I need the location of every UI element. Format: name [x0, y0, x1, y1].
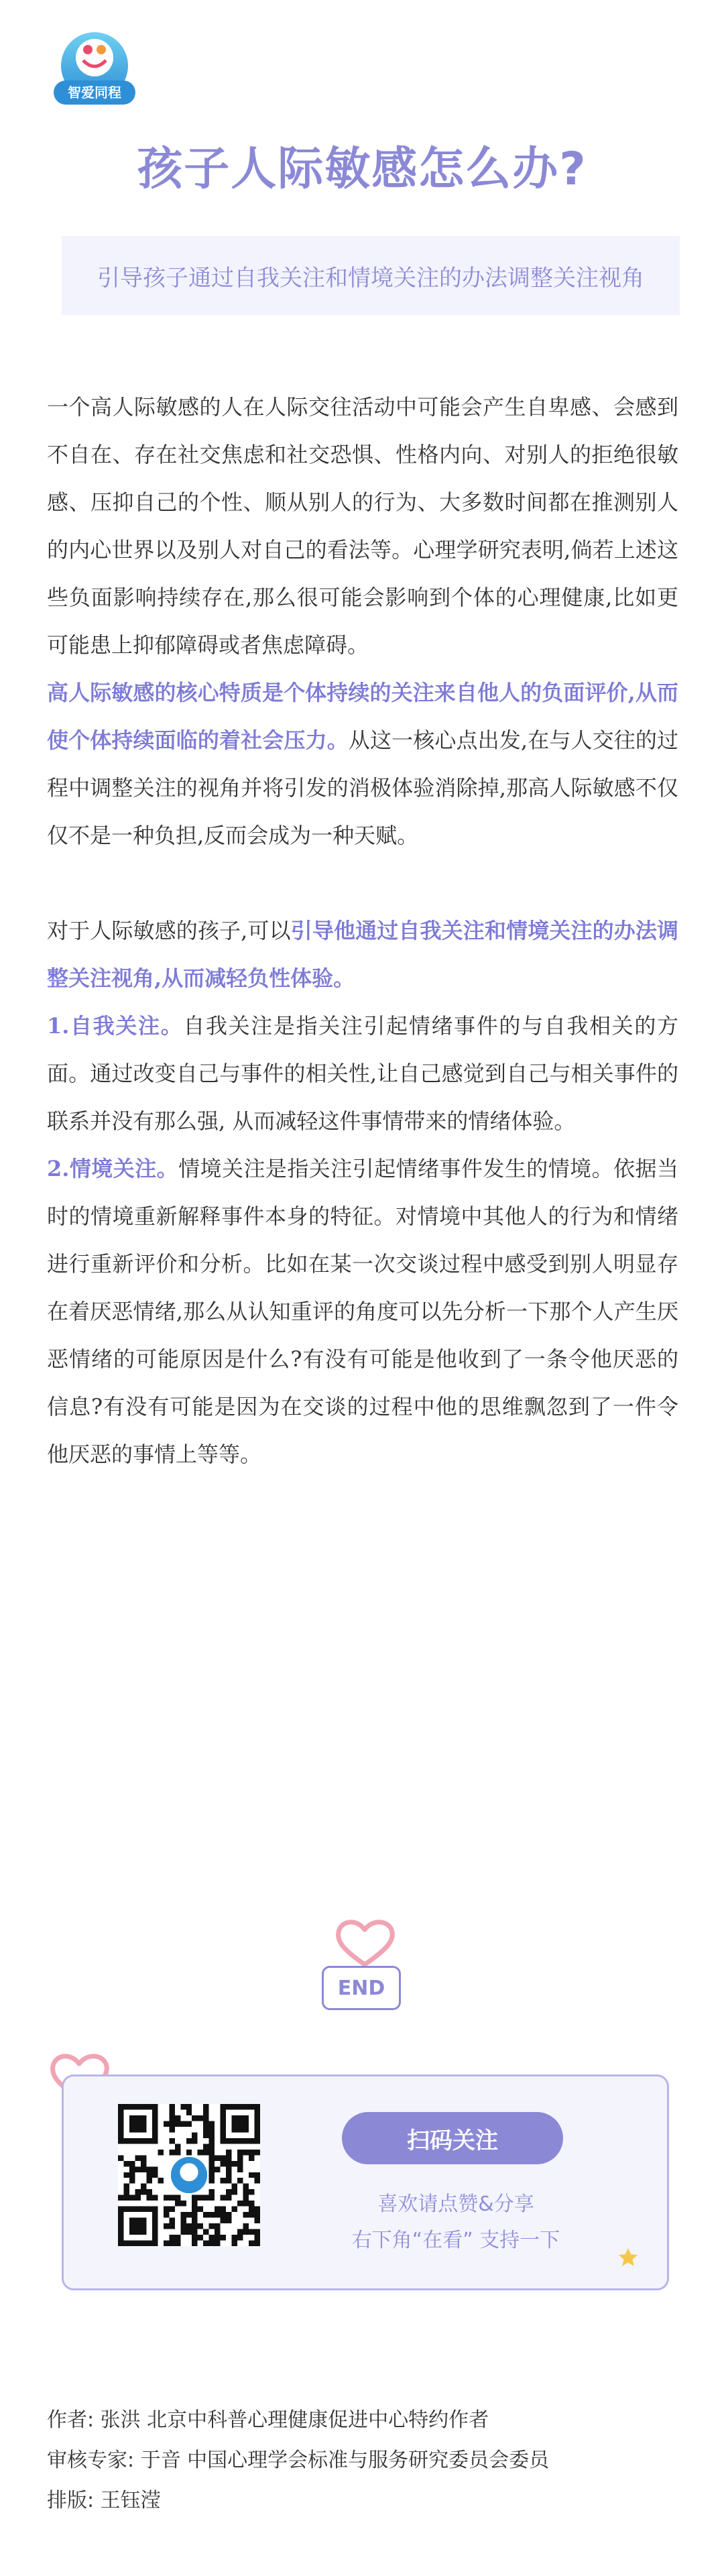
heart-outline-icon	[330, 1916, 400, 1970]
star-icon	[617, 2246, 640, 2269]
layout-credit: 排版: 王钰滢	[47, 2489, 161, 2512]
subtitle: 引导孩子通过自我关注和情境关注的办法调整关注视角	[97, 264, 644, 292]
qr-code[interactable]	[118, 2104, 260, 2246]
paragraph-intro: 一个高人际敏感的人在人际交往活动中可能会产生自卑感、会感到不自在、存在社交焦虑和社交恐惧、性格内向、对别人的拒绝很敏感、压抑自己的个性、顺从别人的行为、大多数时间都在推测别人的内心世界以及别人对自己的看法等。心理学研究表明,倘若上述这些负面影响持续存在,那么很可能会影响到个体的心理健康,比如更可能患上抑郁障碍或者焦虑障碍。	[47, 394, 678, 658]
watching-support-text: 右下角“在看” 支持一下	[351, 2229, 560, 2252]
reviewer-credit: 审核专家: 于音 中国心理学会标准与服务研究委员会委员	[47, 2449, 550, 2472]
credits	[47, 2400, 690, 2521]
site-logo	[44, 31, 145, 110]
core-rest: 从这一核心点出发,在与人交往的过程中调整关注的视角并将引发的消极体验消除掉,那高人际敏感不仅仅不是一种负担,反而会成为一种天赋。	[47, 727, 678, 848]
page-title: 孩子人际敏感怎么办?	[137, 143, 587, 196]
paragraph-self-focus	[47, 1002, 678, 1145]
situation-focus-text: 情境关注是指关注引起情绪事件发生的情境。依据当时的情境重新解释事件本身的特征。对情境中其他人的行为和情绪进行重新评价和分析。比如在某一次交谈过程中感受到别人明显存在着厌恶情绪,那么从认知重评的角度可以先分析一下那个人产生厌恶情绪的可能原因是什么?有没有可能是他收到了一条令他厌恶的信息?有没有可能是因为在交谈的过程中他的思维飘忽到了一件令他厌恶的事情上等等。	[47, 1156, 678, 1467]
scan-follow-button[interactable]: 扫码关注	[342, 2112, 563, 2164]
self-focus-text: 自我关注是指关注引起情绪事件的与自我相关的方面。通过改变自己与事件的相关性,让自己感觉到自己与相关事件的联系并没有那么强, 从而减轻这件事情带来的情绪体验。	[47, 1013, 678, 1134]
subtitle-box	[62, 236, 680, 315]
paragraph-situation-focus	[47, 1145, 678, 1478]
situation-focus-label: 2.情境关注。	[47, 1156, 179, 1181]
end-label: END	[322, 1966, 401, 2010]
core-highlight: 高人际敏感的核心特质是个体持续的关注来自他人的负面评价,从而使个体持续面临的着社会压力。	[47, 680, 678, 753]
logo-text: 智爱同程	[68, 84, 121, 101]
advice-start: 对于人际敏感的孩子,可以	[47, 918, 291, 943]
self-focus-label: 1.自我关注。	[47, 1013, 184, 1039]
author-credit: 作者: 张洪 北京中科普心理健康促进中心特约作者	[47, 2408, 489, 2432]
paragraph-core	[47, 669, 678, 860]
like-share-text: 喜欢请点赞&分享	[377, 2192, 534, 2216]
advice-highlight: 引导他通过自我关注和情境关注的办法调整关注视角,从而减轻负性体验。	[47, 918, 678, 991]
article-body	[47, 384, 678, 1478]
paragraph-advice	[47, 907, 678, 1002]
